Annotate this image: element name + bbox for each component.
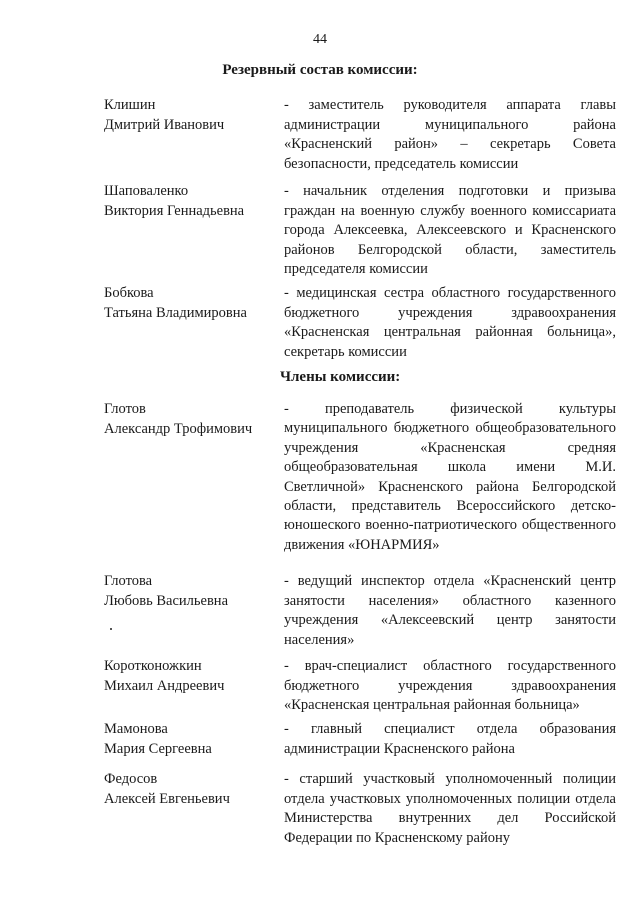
person-given-name: Татьяна Владимировна xyxy=(104,304,247,321)
person-given-name: Дмитрий Иванович xyxy=(104,116,225,133)
person-role: - начальник отделения подготовки и призыва граждан на военную службу военного комиссариата города Алексеевка, Алексеевского и Красненского районов Белгородской области, заместитель председателя комиссии xyxy=(284,183,616,277)
person-given-name: Мария Сергеевна xyxy=(104,740,212,757)
person-role: - главный специалист отдела образования администрации Красненского района xyxy=(284,721,616,757)
person-surname: Коротконожкин xyxy=(104,658,202,674)
members-section-title: Члены комиссии: xyxy=(280,369,401,385)
person-role: - врач-специалист областного государственного бюджетного учреждения здравоохранения «Красненская центральная районная больница» xyxy=(284,658,616,713)
person-role: - ведущий инспектор отдела «Красненский центр занятости населения» областного казенного учреждения «Алексеевский центр занятости населения» xyxy=(284,573,616,648)
person-name xyxy=(104,770,284,809)
person-surname: Клишин xyxy=(104,97,156,113)
person-name xyxy=(104,284,284,323)
person-surname: Шаповаленко xyxy=(104,183,189,199)
person-role: - медицинская сестра областного государственного бюджетного учреждения здравоохранения «Красненская центральная районная больница», секретарь комиссии xyxy=(284,285,616,360)
person-surname: Мамонова xyxy=(104,721,168,737)
person-name xyxy=(104,657,284,696)
person-name xyxy=(104,400,284,439)
person-given-name: Алексей Евгеньевич xyxy=(104,790,230,807)
person-role: - преподаватель физической культуры муниципального бюджетного общеобразовательного учреждения «Красненская средняя общеобразовательная школа имени М.И. Светличной» Красненского района Белгородской области, представитель Всероссийского детско-юношеского военно-патриотического общественного движения «ЮНАРМИЯ» xyxy=(284,401,616,553)
person-name xyxy=(104,182,284,221)
person-name xyxy=(104,96,284,135)
person-name xyxy=(104,720,284,759)
scan-speck xyxy=(110,628,112,630)
person-name xyxy=(104,572,284,611)
person-surname: Глотов xyxy=(104,401,146,417)
person-role: - заместитель руководителя аппарата главы администрации муниципального района «Красненский район» – секретарь Совета безопасности, председатель комиссии xyxy=(284,97,616,172)
person-given-name: Виктория Геннадьевна xyxy=(104,202,245,219)
person-given-name: Михаил Андреевич xyxy=(104,677,225,694)
person-given-name: Любовь Васильевна xyxy=(104,592,229,609)
person-surname: Глотова xyxy=(104,573,153,589)
person-surname: Федосов xyxy=(104,771,158,787)
person-given-name: Александр Трофимович xyxy=(104,420,253,437)
page-number: 44 xyxy=(313,32,327,47)
person-role: - старший участковый уполномоченный полиции отдела участковых уполномоченных полиции отдела Министерства внутренних дел Российской Федерации по Красненскому району xyxy=(284,771,616,846)
reserve-section-title: Резервный состав комиссии: xyxy=(222,62,418,78)
person-surname: Бобкова xyxy=(104,285,154,301)
